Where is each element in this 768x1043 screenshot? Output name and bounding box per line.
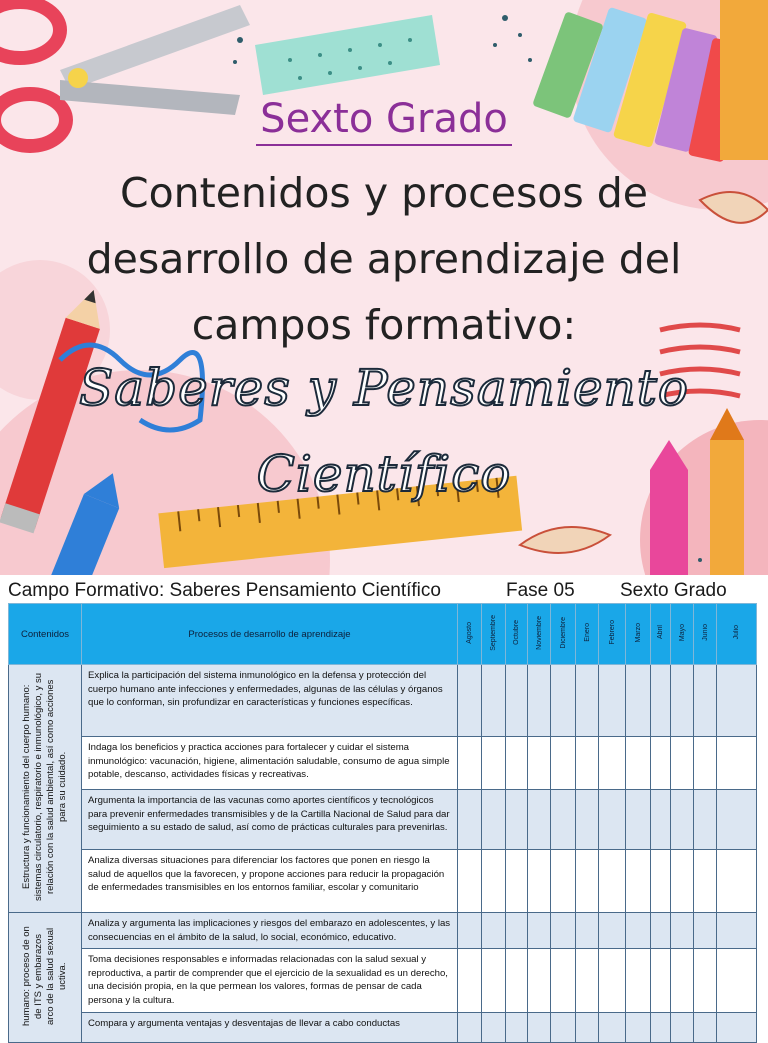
month-cell[interactable] [717,737,757,790]
washi-tape-icon [255,15,440,95]
month-cell[interactable] [576,790,599,850]
table-row [9,949,757,1012]
main-title-line: campos formativo: [191,301,577,349]
planning-sheet [0,575,768,1029]
pencil-shaving [520,527,610,553]
month-cell[interactable] [717,850,757,913]
month-cell[interactable] [717,790,757,850]
month-cell[interactable] [599,665,626,737]
header-procesos: Procesos de desarrollo de aprendizaje [82,604,458,665]
contents-table [8,603,757,1043]
month-cell[interactable] [458,790,482,850]
main-title-line: desarrollo de aprendizaje del [86,235,682,283]
month-cell[interactable] [506,949,528,1012]
header-month [551,604,576,665]
month-cell[interactable] [599,737,626,790]
month-cell[interactable] [694,737,717,790]
month-cell[interactable] [694,790,717,850]
month-cell[interactable] [551,1012,576,1042]
month-cell[interactable] [482,913,506,949]
subject-title [60,345,708,517]
month-cell[interactable] [651,913,671,949]
month-cell[interactable] [576,665,599,737]
month-cell[interactable] [506,850,528,913]
month-cell[interactable] [528,913,551,949]
campo-label: Campo Formativo: Saberes Pensamiento Científico [8,580,441,601]
process-cell: Explica la participación del sistema inmunológico en la defensa y protección del cuerpo humano ante infecciones y enfermedades, algunas de las células y órganos que lo conforman, sin profundizar en características y funciones específicas. [82,665,458,737]
month-cell[interactable] [626,850,651,913]
header-month [626,604,651,665]
month-cell[interactable] [551,790,576,850]
month-cell[interactable] [599,949,626,1012]
month-cell[interactable] [599,790,626,850]
month-label: Mayo [678,623,686,642]
header-contenidos: Contenidos [9,604,82,665]
month-label: Noviembre [535,615,543,650]
month-cell[interactable] [528,790,551,850]
month-cell[interactable] [506,665,528,737]
content-text: humano: proceso de on de ITS y embarazos arco de la salud sexual uctiva. [21,925,68,1026]
month-label: Julio [733,625,740,640]
month-cell[interactable] [671,949,694,1012]
month-cell[interactable] [671,1012,694,1042]
grade-label: Sexto Grado [620,580,727,601]
month-cell[interactable] [651,665,671,737]
month-cell[interactable] [576,1012,599,1042]
main-title [80,160,688,358]
month-cell[interactable] [651,949,671,1012]
month-cell[interactable] [651,850,671,913]
month-label: Marzo [634,622,642,643]
table-row [9,913,757,949]
month-cell[interactable] [506,913,528,949]
header-month [506,604,528,665]
table-row [9,850,757,913]
month-cell[interactable] [458,1012,482,1042]
month-cell[interactable] [528,949,551,1012]
month-cell[interactable] [528,665,551,737]
table-row [9,1012,757,1042]
month-cell[interactable] [651,1012,671,1042]
grade-title [0,96,768,142]
month-cell[interactable] [717,665,757,737]
process-cell: Analiza y argumenta las implicaciones y riesgos del embarazo en adolescentes, y las consecuencias en el ámbito de la salud, lo social, económico, educativo. [82,913,458,949]
content-text: Estructura y funcionamiento del cuerpo humano: sistemas circulatorio, respiratorio e inmunológico, y su relación con la salud ambiental, así como acciones para su cuidado. [21,672,68,902]
main-title-line: Contenidos y procesos de [119,169,649,217]
month-cell[interactable] [528,850,551,913]
month-cell[interactable] [717,1012,757,1042]
header-month [482,604,506,665]
process-cell: Indaga los beneficios y practica acciones para fortalecer y cuidar el sistema inmunológico: vacunación, higiene, alimentación saludable, consumo de agua simple potable, descanso, actividades físicas y recreativas. [82,737,458,790]
month-cell[interactable] [651,790,671,850]
month-cell[interactable] [671,913,694,949]
month-cell[interactable] [694,850,717,913]
month-cell[interactable] [717,913,757,949]
month-label: Diciembre [559,616,567,649]
month-label: Septiembre [490,614,497,651]
month-cell[interactable] [671,790,694,850]
month-cell[interactable] [694,665,717,737]
header-month [694,604,717,665]
month-cell[interactable] [458,949,482,1012]
month-cell[interactable] [482,949,506,1012]
month-cell[interactable] [528,1012,551,1042]
grade-title-text: Sexto Grado [256,96,512,146]
month-cell[interactable] [694,913,717,949]
month-cell[interactable] [626,913,651,949]
month-label: Octubre [513,620,520,645]
month-cell[interactable] [626,665,651,737]
month-cell[interactable] [482,850,506,913]
month-cell[interactable] [599,913,626,949]
month-cell[interactable] [458,850,482,913]
month-label: Enero [583,623,591,642]
header-month [528,604,551,665]
month-cell[interactable] [626,737,651,790]
month-cell[interactable] [671,665,694,737]
month-cell[interactable] [506,737,528,790]
subject-title-line: Saberes y Pensamiento [79,359,689,417]
month-cell[interactable] [599,1012,626,1042]
month-cell[interactable] [551,850,576,913]
month-cell[interactable] [626,949,651,1012]
content-cell [9,913,82,1043]
month-cell[interactable] [551,913,576,949]
header-month [651,604,671,665]
process-cell: Argumenta la importancia de las vacunas como aportes científicos y tecnológicos para prevenir enfermedades transmisibles y de la Cartilla Nacional de Salud para dar seguimiento a su estado de salud, así como de prácticas culturales para prevenirlas. [82,790,458,850]
month-cell[interactable] [528,737,551,790]
month-cell[interactable] [576,949,599,1012]
month-cell[interactable] [458,665,482,737]
month-cell[interactable] [717,949,757,1012]
month-cell[interactable] [671,850,694,913]
table-row [9,665,757,737]
process-cell: Toma decisiones responsables e informadas relacionadas con la salud sexual y reproductiva, a partir de comprender que el ejercicio de la sexualidad es un derecho, una decisión propia, en la que permean los valores, formas de pensar de cada persona y la cultura. [82,949,458,1012]
month-cell[interactable] [506,1012,528,1042]
month-label: Junio [701,624,709,641]
month-cell[interactable] [626,790,651,850]
crayon-orange-icon [710,408,744,575]
subject-title-line: Científico [256,445,512,503]
month-label: Agosto [466,621,473,644]
header-month [576,604,599,665]
month-cell[interactable] [599,850,626,913]
month-cell[interactable] [671,737,694,790]
month-cell[interactable] [551,737,576,790]
month-cell[interactable] [458,913,482,949]
header-month [671,604,694,665]
table-header-row [9,604,757,665]
month-label: Febrero [608,620,616,645]
month-cell[interactable] [482,1012,506,1042]
table-row [9,790,757,850]
content-cell [9,665,82,913]
month-cell[interactable] [482,790,506,850]
fase-label: Fase 05 [506,580,575,601]
month-cell[interactable] [482,737,506,790]
month-cell[interactable] [651,737,671,790]
month-label: Abril [657,625,664,640]
month-cell[interactable] [694,949,717,1012]
month-cell[interactable] [576,850,599,913]
month-cell[interactable] [626,1012,651,1042]
month-cell[interactable] [576,913,599,949]
month-cell[interactable] [458,737,482,790]
process-cell: Compara y argumenta ventajas y desventajas de llevar a cabo conductas [82,1012,458,1042]
month-cell[interactable] [551,665,576,737]
month-cell[interactable] [576,737,599,790]
process-cell: Analiza diversas situaciones para diferenciar los factores que ponen en riesgo la salud de aquellos que la favorecen, y propone acciones para reducir la propagación de enfermedades transmisibles en los entornos familiar, escolar y comunitario [82,850,458,913]
month-cell[interactable] [694,1012,717,1042]
header-month [458,604,482,665]
table-row [9,737,757,790]
month-cell[interactable] [482,665,506,737]
month-cell[interactable] [506,790,528,850]
header-month [599,604,626,665]
month-cell[interactable] [551,949,576,1012]
header-month [717,604,757,665]
